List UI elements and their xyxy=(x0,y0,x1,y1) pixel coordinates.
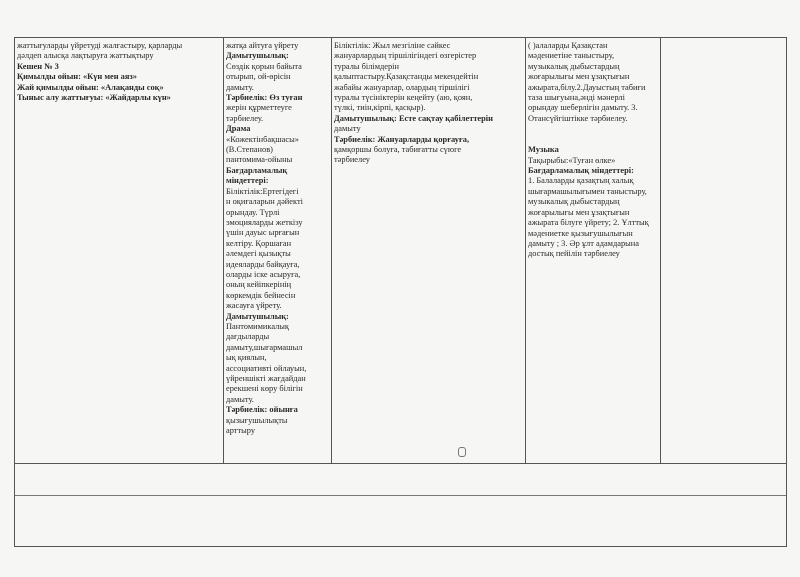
cell-music xyxy=(526,41,660,260)
text-line: Сөздік қорын байыта xyxy=(226,61,302,71)
text-line: шығармашылығымен таныстыру, xyxy=(528,186,647,196)
text-line: Тыныс алу жаттығуы: «Жайдарлы күн» xyxy=(17,93,171,103)
text-line: «Кожектінбақшасы» xyxy=(226,134,299,144)
text-line: Дамытушылық: xyxy=(226,51,289,61)
text-line: мәдениетке қызығушылығын xyxy=(528,228,633,238)
cell-nature xyxy=(332,41,525,166)
text-line: орындау. Түрлі xyxy=(226,207,280,217)
row-divider xyxy=(15,495,786,496)
text-line: Бағдарламалық міндеттері: xyxy=(528,166,634,176)
text-line: әлемдегі қызықты xyxy=(226,249,291,259)
text-line: отырып, ой-өрісін xyxy=(226,72,291,82)
text-line: туралы түсініктерін кеңейту (аю, қоян, xyxy=(334,93,473,103)
text-line: Қимылды ойын: «Күн мен аяз» xyxy=(17,72,137,82)
text-line: пантомима-ойыны xyxy=(226,155,293,165)
text-line: Музыка xyxy=(528,145,559,155)
text-line: мәдениетіне таныстыру, xyxy=(528,51,615,61)
text-line: көркемдік бейнесін xyxy=(226,290,296,300)
text-line: Тақырыбы:«Туған өлке» xyxy=(528,155,616,165)
text-line: ажырата білуге үйрету; 2. Ұлттық xyxy=(528,218,649,228)
text-line: жаттығуларды үйретуді жалғастыру, қарларды xyxy=(17,41,183,50)
text-line: оның кейіпкерінің xyxy=(226,280,292,290)
text-line: Отансүйгіштікке тәрбиелеу. xyxy=(528,113,628,123)
text-line: дамыту,шығармашыл xyxy=(226,342,303,352)
text-line: ерекшені көру білігін xyxy=(226,384,303,394)
text-line: Кешен № 3 xyxy=(17,61,59,71)
text-line: жатқа айтуға үйрету xyxy=(226,41,299,50)
text-line: музыкалық дыбыстардың xyxy=(528,61,620,71)
text-line: дамыту ; 3. Әр ұлт адамдарына xyxy=(528,238,639,248)
text-line: (В.Степанов) xyxy=(226,145,273,155)
music-lesson-text xyxy=(528,145,658,259)
text-line: дағдыларды xyxy=(226,332,270,342)
text-line: музыкалық дыбыстардың xyxy=(528,197,620,207)
text-line: Дамытушылық: xyxy=(226,311,289,321)
text-line: дамыту. xyxy=(226,394,254,404)
cell-drama xyxy=(224,41,331,436)
text-line: Біліктілік: Жыл мезгіліне сәйкес xyxy=(334,41,451,50)
text-line: эмоцияларды жеткізу xyxy=(226,217,303,227)
schedule-table xyxy=(14,37,787,547)
text-line: Дамытушылық: Есте сақтау қабілеттерін xyxy=(334,113,493,123)
text-line: Тәрбиелік: Жануарларды қорғауға, xyxy=(334,134,470,144)
text-line: үшін дауыс ырғағын xyxy=(226,228,300,238)
text-line: ( )алаларды Қазақстан xyxy=(528,41,608,50)
text-line: қызығушылықты xyxy=(226,415,288,425)
text-line: орындау шеберлігін дамыту. 3. xyxy=(528,103,638,113)
text-line: туралы білімдерін xyxy=(334,61,399,71)
text-line: идеяларды байқауға, xyxy=(226,259,300,269)
text-line: Тәрбиелік: Өз туған xyxy=(226,93,303,103)
text-line: Тәрбиелік: ойынға xyxy=(226,405,298,415)
text-line: қамқоршы болуға, табиғатты сүюге xyxy=(334,145,462,155)
text-line: жоғарылығы мен ұзақтығын xyxy=(528,207,630,217)
text-line: міндеттері: xyxy=(226,176,269,186)
text-line: Бағдарламалық xyxy=(226,165,288,175)
text-line: Драма xyxy=(226,124,251,134)
column-divider xyxy=(660,38,661,463)
text-line: Біліктілік:Ертегідегі xyxy=(226,186,299,196)
text-line: жануарлардың тіршілігіндегі өзгерістер xyxy=(334,51,477,61)
text-line: дәлдеп алысқа лақтыруға жаттықтыру xyxy=(17,51,154,61)
text-line: үйреншікті жағдайдан xyxy=(226,374,306,383)
text-line: тәрбиелеу xyxy=(334,155,370,165)
text-line: жасауға үйрету. xyxy=(226,301,282,311)
text-line: достық пейілін тәрбиелеу xyxy=(528,249,620,259)
text-line: дамыту xyxy=(334,124,361,134)
text-line: жабайы жануарлар, олардың тіршілігі xyxy=(334,82,470,92)
text-line: ық қиялын, xyxy=(226,353,267,363)
row-divider xyxy=(15,463,786,464)
text-line: түлкі, тиін,кірпі, қасқыр). xyxy=(334,103,426,113)
text-line: дамыту. xyxy=(226,82,254,92)
scan-speck xyxy=(458,447,466,457)
text-line: н оқиғаларын дәйекті xyxy=(226,197,303,207)
text-line: арттыру xyxy=(226,426,256,436)
text-line: таза шығуына,әнді мәнерлі xyxy=(528,93,625,103)
text-line: ажырата,білу.2.Дауыстың табиғи xyxy=(528,82,646,92)
text-line: келтіру. Қоршаған xyxy=(226,238,292,248)
text-line: ассоциативті ойлауын, xyxy=(226,363,307,373)
cell-physical-education xyxy=(15,41,223,103)
text-line: оларды іске асыруға, xyxy=(226,269,301,279)
text-line: Жай қимылды ойын: «Алақанды соқ» xyxy=(17,82,164,92)
music-goals-text xyxy=(528,41,658,124)
text-line: қалыптастыру.Қазақстанды мекендейтін xyxy=(334,72,479,82)
text-line: жоғарылығы мен ұзақтығын xyxy=(528,72,630,82)
text-line: 1. Балаларды қазақтың халық xyxy=(528,176,634,186)
text-line: жерін құрметтеуге xyxy=(226,103,292,113)
text-line: Пантомимикалық xyxy=(226,321,289,331)
text-line: тәрбиелеу. xyxy=(226,113,264,123)
